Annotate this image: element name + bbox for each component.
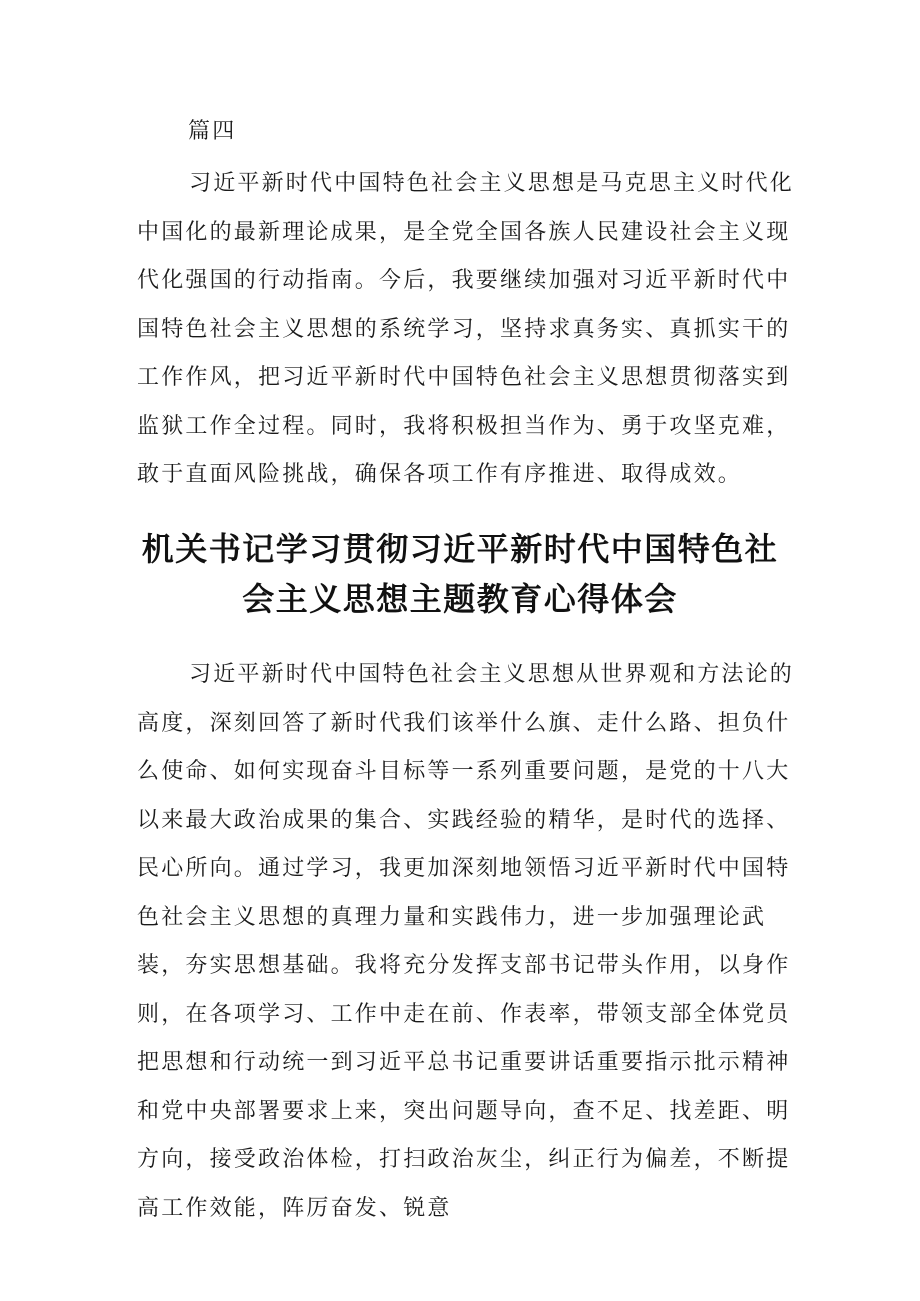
article-title-line-1: 机关书记学习贯彻习近平新时代中国特色社 [141,530,779,568]
paragraph-1: 习近平新时代中国特色社会主义思想是马克思主义时代化中国化的最新理论成果，是全党全国各族人民建设社会主义现代化强国的行动指南。今后，我要继续加强对习近平新时代中国特色社会主义思想的系统学习，坚持求真务实、真抓实干的工作作风，把习近平新时代中国特色社会主义思想贯彻落实到监狱工作全过程。同时，我将积极担当作为、勇于攻坚克难，敢于直面风险挑战，确保各项工作有序推进、取得成效。 [137,171,795,487]
article-title-line-2: 会主义思想主题教育心得体会 [242,580,678,618]
section-label: 篇四 [188,119,237,144]
article-title [120,524,800,624]
paragraph-2: 习近平新时代中国特色社会主义思想从世界观和方法论的高度，深刻回答了新时代我们该举什么旗、走什么路、担负什么使命、如何实现奋斗目标等一系列重要问题，是党的十八大以来最大政治成果的集合、实践经验的精华，是时代的选择、民心所向。通过学习，我更加深刻地领悟习近平新时代中国特色社会主义思想的真理力量和实践伟力，进一步加强理论武装，夯实思想基础。我将充分发挥支部书记带头作用，以身作则，在各项学习、工作中走在前、作表率，带领支部全体党员把思想和行动统一到习近平总书记重要讲话重要指示批示精神和党中央部署要求上来，突出问题导向，查不足、找差距、明方向，接受政治体检，打扫政治灰尘，纠正行为偏差，不断提高工作效能，阵厉奋发、锐意 [137,662,795,1221]
